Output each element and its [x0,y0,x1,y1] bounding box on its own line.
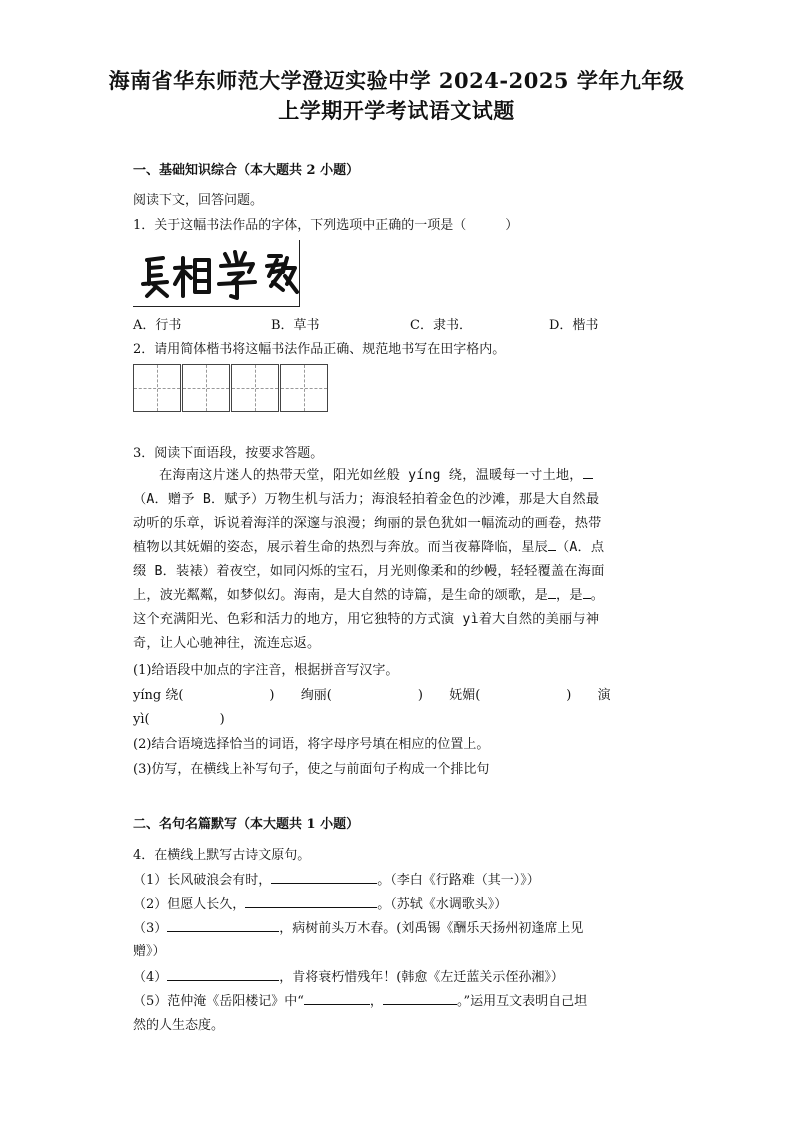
section1-heading: 一、基础知识综合（本大题共 2 小题） [133,163,360,178]
option-a[interactable]: A．行书 [133,318,182,333]
passage-line: 植物以其妩媚的姿态，展示着生命的热烈与奔放。而当夜幕降临，星辰 （A．点 [133,540,605,555]
option-d[interactable]: D．楷书 [549,318,599,333]
blank-3[interactable] [548,586,556,599]
recite-item-1: （1）长风破浪会有时， 。（李白《行路难（其一）》） [133,873,540,888]
tianzige-cell[interactable] [280,364,328,412]
passage-line: 动听的乐章，诉说着海洋的深邃与浪漫；绚丽的景色犹如一幅流动的画卷，热带 [133,516,602,531]
question-3: 3．阅读下面语段，按要求答题。 [133,446,324,461]
passage-line: 在海南这片迷人的热带天堂，阳光如丝般 yíng 绕，温暖每一寸土地， [133,464,663,488]
blank-2[interactable] [548,538,556,551]
question-2: 2．请用简体楷书将这幅书法作品正确、规范地书写在田字格内。 [133,342,506,357]
tianzige-cell[interactable] [133,364,181,412]
exam-title-line2: 上学期开学考试语文试题 [278,98,515,123]
passage-line: 这个充满阳光、色彩和活力的地方，用它独特的方式演 yì着大自然的美丽与神 [133,612,600,627]
recite-blank-3[interactable] [167,919,279,932]
section2-heading: 二、名句名篇默写（本大题共 1 小题） [133,817,360,832]
recite-item-5: （5）范仲淹《岳阳楼记》中“ ， 。”运用互文表明自己坦 [133,994,588,1009]
reading-instruction: 阅读下文，回答问题。 [133,193,264,208]
sub-question-1: (1)给语段中加点的字注音，根据拼音写汉字。 [133,663,399,678]
question-1: 1．关于这幅书法作品的字体，下列选项中正确的一项是（ ） [133,218,519,233]
sub-question-2: (2)结合语境选择恰当的词语，将字母序号填在相应的位置上。 [133,737,490,752]
recite-blank-2[interactable] [245,895,377,908]
recite-blank-1[interactable] [271,871,377,884]
blank-1[interactable] [583,466,593,479]
wumei-label: 妩媚( [449,688,481,703]
tianzige-cell[interactable] [231,364,279,412]
yingrao-label: yíng 绕( [133,688,184,703]
option-c[interactable]: C．隶书． [410,318,472,333]
yanyi-answer: yì( ) [133,712,225,727]
recite-blank-4[interactable] [167,968,279,981]
recite-item-2: （2）但愿人长久， 。（苏轼《水调歌头》） [133,897,508,912]
passage-line: 上，波光粼粼，如梦似幻。海南，是大自然的诗篇，是生命的颂歌，是 ，是 。 [133,588,605,603]
passage-line: （A．赠予 B．赋予）万物生机与活力；海浪轻拍着金色的沙滩，那是大自然最 [133,492,600,507]
passage-line: 缀 B．装裱）着夜空，如同闪烁的宝石，月光则像柔和的纱幔，轻轻覆盖在海面 [133,564,605,579]
exam-title-line1: 海南省华东师范大学澄迈实验中学 2024-2025 学年九年级 [108,68,685,93]
recite-item-4: （4） ，肯将衰朽惜残年！(韩愈《左迁蓝关示侄孙湘》） [133,970,564,985]
calligraphy-image [133,240,300,307]
recite-blank-5b[interactable] [383,992,457,1005]
recite-blank-5a[interactable] [304,992,370,1005]
yanyi-label: 演 [597,688,611,703]
question-4: 4．在横线上默写古诗文原句。 [133,848,311,863]
recite-item-5-cont: 然的人生态度。 [133,1018,225,1033]
pinyin-answers-row: yíng 绕( ) 绚丽( ) 妩媚( ) 演 [133,688,611,703]
xuanli-label: 绚丽( [300,688,332,703]
recite-item-3-cont: 赠》） [133,944,166,959]
tianzige-cell[interactable] [182,364,230,412]
tianzige-grid [133,364,329,412]
reading-passage [133,464,663,656]
blank-4[interactable] [583,586,591,599]
passage-line: 奇，让人心驰神往，流连忘返。 [133,636,321,651]
recite-item-3: （3） ，病树前头万木春。(刘禹锡《酬乐天扬州初逢席上见 [133,921,584,936]
option-b[interactable]: B．草书 [271,318,320,333]
calligraphy-brush-strokes [133,240,299,306]
sub-question-3: (3)仿写，在横线上补写句子，使之与前面句子构成一个排比句 [133,762,490,777]
